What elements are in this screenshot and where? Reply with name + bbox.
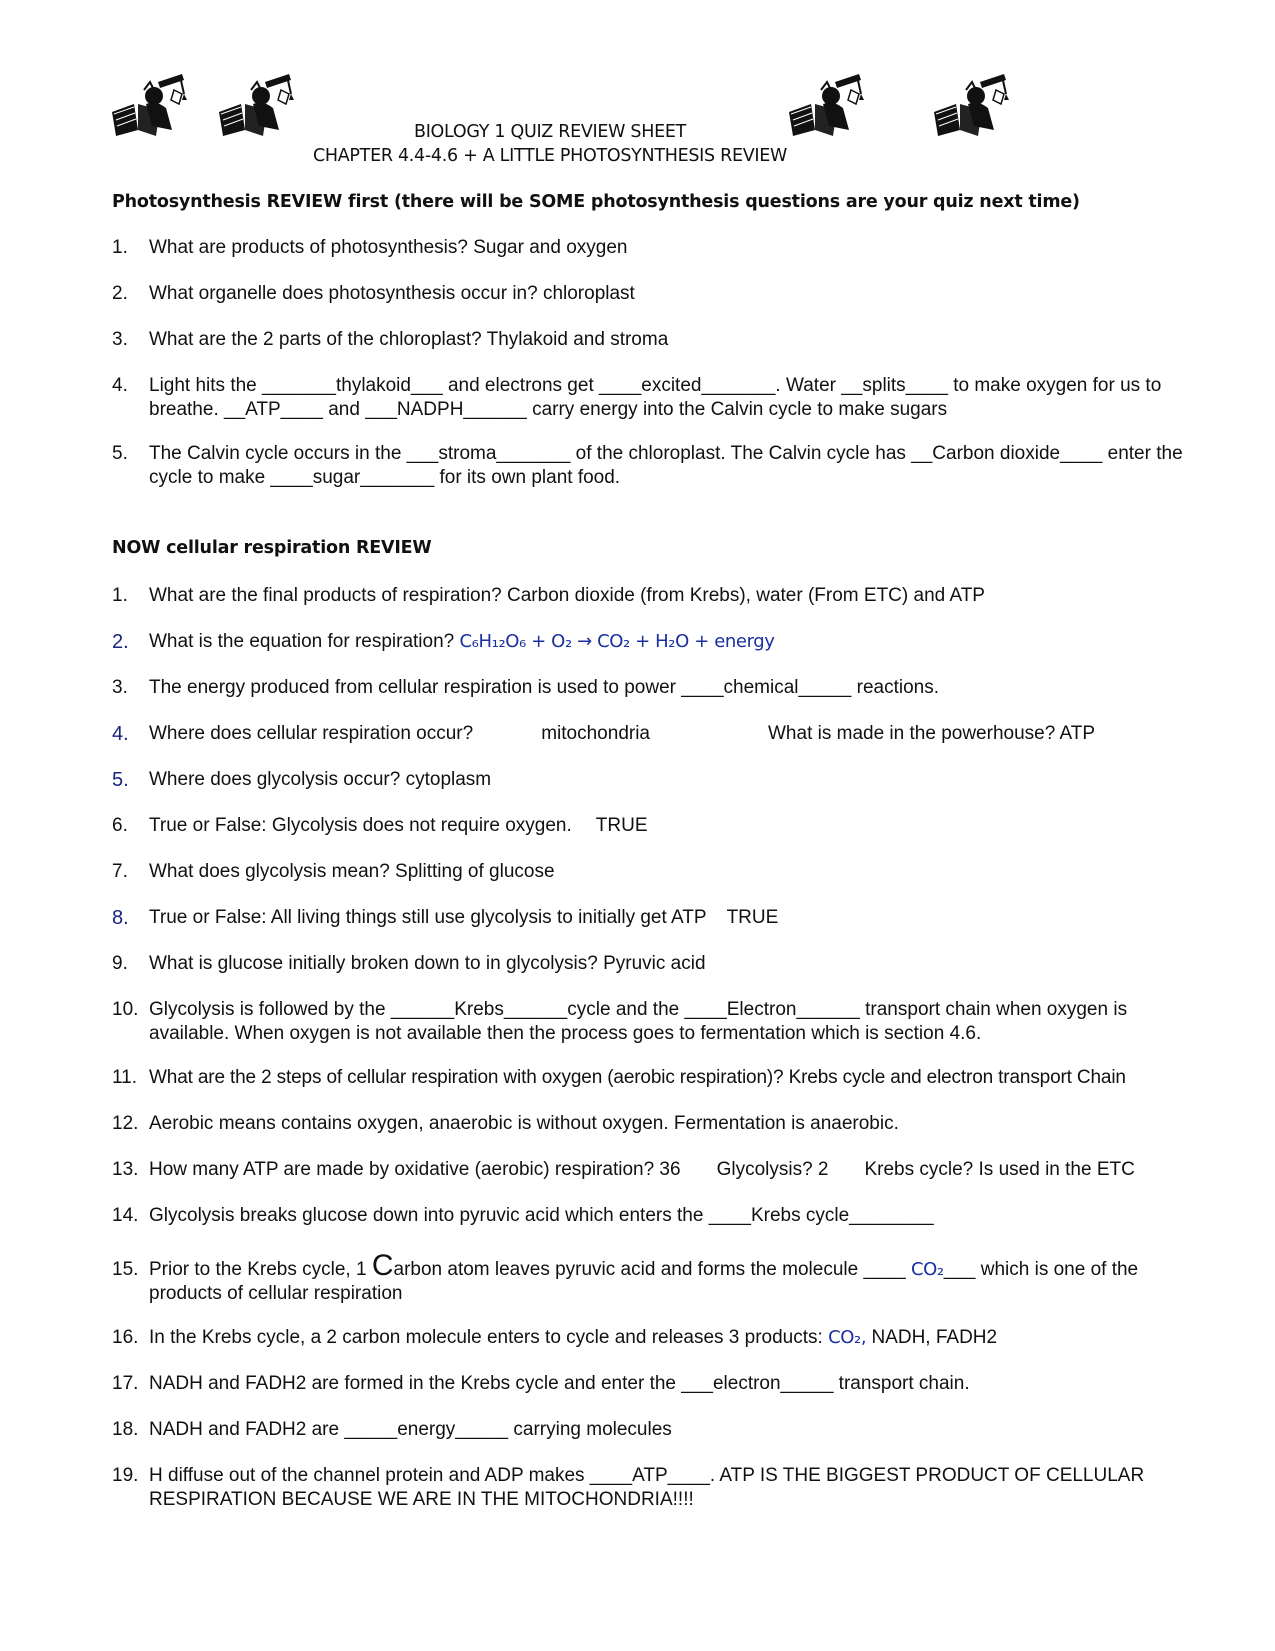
question-text: True or False: Glycolysis does not require oxygen.	[149, 815, 572, 836]
item-number: 18.	[112, 1419, 139, 1440]
item-text: NADH and FADH2 are _____energy_____ carrying molecules	[149, 1419, 672, 1440]
item-text: What organelle does photosynthesis occur in? chloroplast	[149, 283, 635, 304]
list-item	[112, 236, 1192, 260]
list-item	[112, 328, 1192, 352]
item-text: What are the 2 parts of the chloroplast? Thylakoid and stroma	[149, 329, 669, 350]
item-number: 5.	[112, 769, 129, 791]
item-text	[149, 1326, 1192, 1350]
item-text	[149, 722, 1192, 746]
list-item	[112, 442, 1192, 490]
list-item	[112, 860, 1192, 884]
question-text: Prior to the Krebs cycle, 1	[149, 1259, 372, 1280]
list-item	[112, 1326, 1192, 1350]
item-number: 3.	[112, 677, 128, 698]
item-number: 6.	[112, 815, 128, 836]
item-text: Glycolysis is followed by the ______Krebs______cycle and the ____Electron______ transport chain when oxygen is available. When oxygen is not available then the process goes to fermentation which is section 4.6.	[149, 999, 1128, 1044]
item-number: 2.	[112, 631, 129, 653]
question-text: Krebs cycle? Is used in the ETC	[864, 1159, 1135, 1180]
item-text: NADH and FADH2 are formed in the Krebs cycle and enter the ___electron_____ transport chain.	[149, 1373, 970, 1394]
list-item	[112, 1464, 1192, 1512]
list-item	[112, 1372, 1192, 1396]
list-item	[112, 998, 1192, 1046]
question-text: In the Krebs cycle, a 2 carbon molecule enters to cycle and releases 3 products:	[149, 1327, 829, 1348]
list-item	[112, 1204, 1192, 1228]
photosynthesis-heading: Photosynthesis REVIEW first (there will be SOME photosynthesis questions are your quiz next time)	[112, 192, 1080, 212]
item-text: What does glycolysis mean? Splitting of glucose	[149, 861, 555, 882]
item-number: 16.	[112, 1327, 139, 1348]
item-text: H diffuse out of the channel protein and ADP makes ____ATP____. ATP IS THE BIGGEST PRODUCT OF CELLULAR RESPIRATION BECAUSE WE ARE IN THE MITOCHONDRIA!!!!	[149, 1465, 1145, 1510]
question-text: ___ which is one of the products of cellular respiration	[149, 1259, 1139, 1304]
list-item	[112, 374, 1192, 422]
answer-text: TRUE	[726, 907, 779, 928]
item-number: 1.	[112, 237, 128, 258]
question-text: How many ATP are made by oxidative (aerobic) respiration? 36	[149, 1159, 681, 1180]
item-text: The energy produced from cellular respiration is used to power ____chemical_____ reactions.	[149, 677, 939, 698]
item-number: 14.	[112, 1205, 139, 1226]
item-number: 19.	[112, 1465, 139, 1486]
answer-text: TRUE	[595, 815, 648, 836]
list-item	[112, 906, 1192, 930]
item-text	[149, 906, 1192, 930]
item-text: Aerobic means contains oxygen, anaerobic is without oxygen. Fermentation is anaerobic.	[149, 1113, 899, 1134]
question-text: What is the equation for respiration?	[149, 631, 460, 652]
question-text: Glycolysis? 2	[716, 1159, 829, 1180]
question-text: arbon atom leaves pyruvic acid and forms the molecule ____	[393, 1259, 911, 1280]
item-text	[149, 814, 1192, 838]
question-text: What is made in the powerhouse? ATP	[768, 723, 1096, 744]
big-letter: C	[371, 1249, 394, 1282]
co2-formula: CO₂,	[828, 1327, 867, 1348]
page-title: BIOLOGY 1 QUIZ REVIEW SHEET	[413, 122, 687, 142]
item-number: 10.	[112, 999, 139, 1020]
item-text: Light hits the _______thylakoid___ and electrons get ____excited_______. Water __splits____ to make oxygen for us to breathe. __ATP____ and ___NADPH______ carry energy into the Calvin cycle to make sugars	[149, 375, 1162, 420]
item-number: 5.	[112, 443, 128, 464]
item-number: 7.	[112, 861, 128, 882]
co2-formula: CO₂	[911, 1259, 944, 1280]
item-number: 12.	[112, 1113, 139, 1134]
list-item	[112, 676, 1192, 700]
respiration-heading: NOW cellular respiration REVIEW	[112, 538, 432, 558]
list-item	[112, 952, 1192, 976]
item-number: 9.	[112, 953, 128, 974]
item-text: What are the 2 steps of cellular respiration with oxygen (aerobic respiration)? Krebs cycle and electron transport Chain	[149, 1067, 1126, 1088]
list-item	[112, 1418, 1192, 1442]
list-item	[112, 584, 1192, 608]
item-text: The Calvin cycle occurs in the ___stroma_______ of the chloroplast. The Calvin cycle has __Carbon dioxide____ enter the cycle to make ____sugar_______ for its own plant food.	[149, 443, 1183, 488]
list-item	[112, 1112, 1192, 1136]
item-text: What are products of photosynthesis? Sugar and oxygen	[149, 237, 628, 258]
item-number: 1.	[112, 585, 128, 606]
item-text: Glycolysis breaks glucose down into pyruvic acid which enters the ____Krebs cycle________	[149, 1205, 934, 1226]
item-text	[149, 630, 1192, 654]
list-item	[112, 768, 1192, 792]
list-item	[112, 1249, 1192, 1306]
item-number: 13.	[112, 1159, 139, 1180]
item-text	[149, 1249, 1192, 1306]
question-text: NADH, FADH2	[866, 1327, 998, 1348]
item-text	[149, 1158, 1192, 1182]
item-number: 3.	[112, 329, 128, 350]
item-number: 17.	[112, 1373, 139, 1394]
item-number: 11.	[112, 1067, 138, 1088]
list-item	[112, 630, 1192, 654]
item-number: 4.	[112, 375, 128, 396]
list-item	[112, 722, 1192, 746]
list-item	[112, 282, 1192, 306]
respiration-equation: C₆H₁₂O₆ + O₂ → CO₂ + H₂O + energy	[459, 631, 775, 652]
item-text: Where does glycolysis occur? cytoplasm	[149, 769, 492, 790]
question-text: Where does cellular respiration occur?	[149, 723, 474, 744]
item-text: What are the final products of respiration? Carbon dioxide (from Krebs), water (From ETC) and ATP	[149, 585, 985, 606]
item-number: 8.	[112, 907, 129, 929]
item-number: 15.	[112, 1259, 139, 1280]
question-text: True or False: All living things still use glycolysis to initially get ATP	[149, 907, 707, 928]
item-number: 2.	[112, 283, 128, 304]
list-item	[112, 1066, 1192, 1090]
list-item	[112, 1158, 1192, 1182]
answer-text: mitochondria	[541, 723, 650, 744]
item-text: What is glucose initially broken down to in glycolysis? Pyruvic acid	[149, 953, 706, 974]
list-item	[112, 814, 1192, 838]
item-number: 4.	[112, 723, 129, 745]
page-subtitle: CHAPTER 4.4-4.6 + A LITTLE PHOTOSYNTHESIS REVIEW	[312, 146, 788, 166]
